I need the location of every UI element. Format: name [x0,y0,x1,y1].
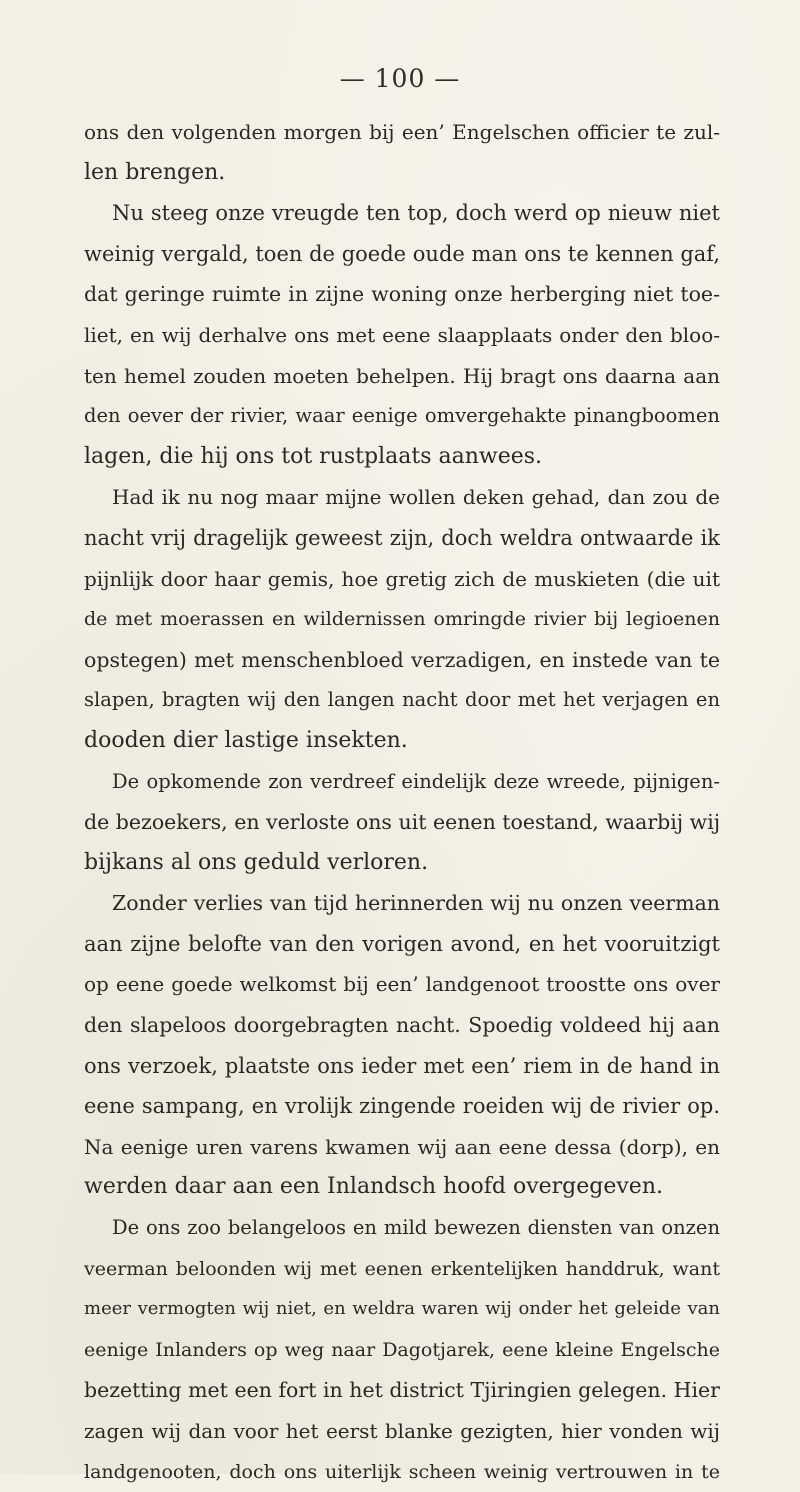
text-line: lagen, die hij ons tot rustplaats aanwees. [84,443,543,469]
text-line: slapen, bragten wij den langen nacht door met het verjagen en [84,688,720,712]
text-line: len brengen. [84,159,226,185]
text-line: eenige Inlanders op weg naar Dagotjarek, eene kleine Engelsche [84,1338,720,1361]
text-line: ons verzoek, plaatste ons ieder met een’ riem in de hand in [84,1053,720,1078]
body-text [84,112,720,1492]
text-line: Na eenige uren varens kwamen wij aan eene dessa (dorp), en [84,1134,720,1159]
text-line: werden daar aan een Inlandsch hoofd overgegeven. [84,1174,663,1200]
text-line: zagen wij dan voor het eerst blanke gezigten, hier vonden wij [84,1419,720,1443]
text-line: weinig vergald, toen de goede oude man ons te kennen gaf, [84,241,720,266]
text-line: ten hemel zouden moeten behelpen. Hij bragt ons daarna aan [84,363,720,388]
text-line: dat geringe ruimte in zijne woning onze herberging niet toe- [84,282,720,307]
text-line: de bezoekers, en verloste ons uit eenen toestand, waarbij wij [84,810,720,835]
text-line: meer vermogten wij niet, en weldra waren wij onder het geleide van [84,1298,720,1320]
text-line: bezetting met een fort in het district Tjiringien gelegen. Hier [84,1378,720,1403]
text-line: bijkans al ons geduld verloren. [84,849,429,875]
text-line: aan zijne belofte van den vorigen avond, en het vooruitzigt [84,931,720,956]
text-line: den oever der rivier, waar eenige omvergehakte pinangboomen [84,404,720,428]
text-line: veerman beloonden wij met eenen erkentelijken handdruk, want [84,1257,720,1280]
text-line: Zonder verlies van tijd herinnerden wij nu onzen veerman [112,891,720,916]
text-line: den slapeloos doorgebragten nacht. Spoedig voldeed hij aan [84,1013,720,1038]
page-number: — 100 — [339,64,461,93]
text-line: opstegen) met menschenbloed verzadigen, en instede van te [84,647,720,672]
text-line: Had ik nu nog maar mijne wollen deken gehad, dan zou de [112,485,720,510]
text-line: nacht vrij dragelijk geweest zijn, doch weldra ontwaarde ik [84,525,720,550]
text-line: op eene goede welkomst bij een’ landgenoot troostte ons over [84,972,720,997]
text-line: ons den volgenden morgen bij een’ Engelschen officier te zul- [84,120,720,144]
text-line: eene sampang, en vrolijk zingende roeiden wij de rivier op. [84,1094,720,1119]
text-line: De opkomende zon verdreef eindelijk deze wreede, pijnigen- [112,769,720,793]
text-line: landgenooten, doch ons uiterlijk scheen weinig vertrouwen in te [84,1460,720,1483]
text-line: De ons zoo belangeloos en mild bewezen diensten van onzen [112,1216,720,1240]
text-line: de met moerassen en wildernissen omringde rivier bij legioenen [84,608,720,631]
text-line: dooden dier lastige insekten. [84,727,408,753]
text-line: pijnlijk door haar gemis, hoe gretig zich de muskieten (die uit [84,566,720,591]
text-line: liet, en wij derhalve ons met eene slaapplaats onder den bloo- [84,322,720,347]
text-line: Nu steeg onze vreugde ten top, doch werd op nieuw niet [112,201,720,226]
